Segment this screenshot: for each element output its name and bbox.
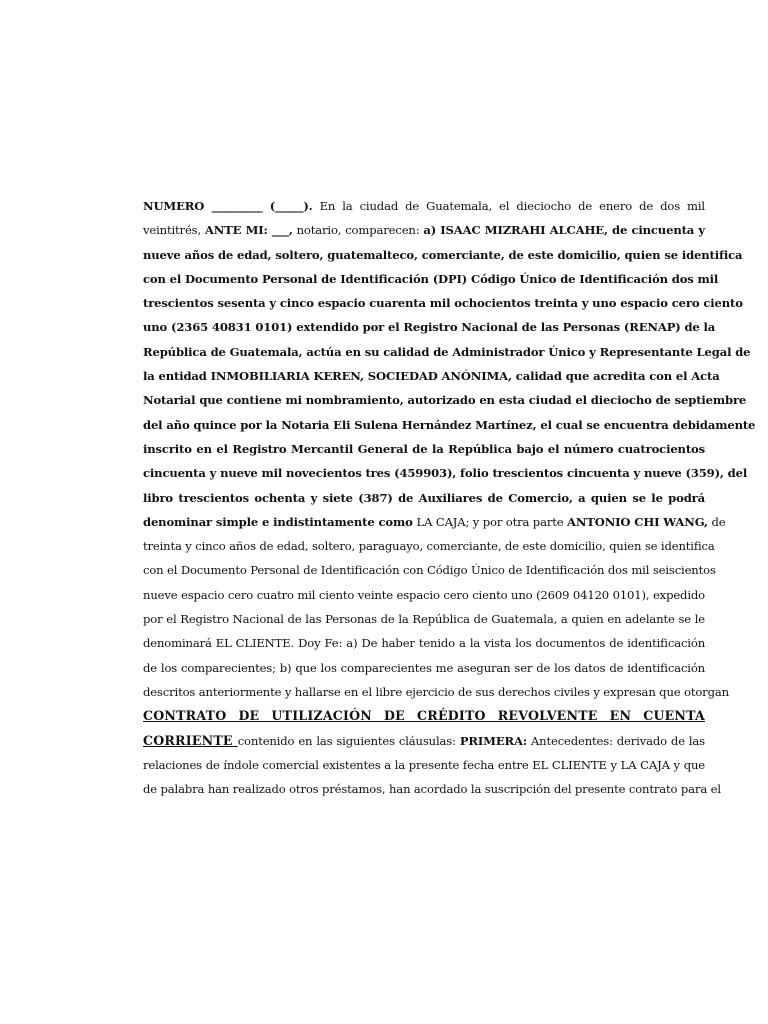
text-segment: NUMERO _________ (_____).	[143, 199, 313, 213]
text-line	[143, 243, 743, 267]
text-line	[143, 656, 705, 680]
text-segment: de palabra han realizado otros préstamos, han acordado la suscripción del presente contrato para el	[143, 782, 721, 797]
text-line	[143, 510, 726, 534]
text-line	[143, 607, 705, 631]
text-line	[143, 777, 721, 801]
text-line	[143, 291, 743, 315]
text-line	[143, 558, 716, 582]
text-segment: nueve años de edad, soltero, guatemalteco, comerciante, de este domicilio, quien se identifica	[143, 247, 743, 262]
text-line	[143, 486, 705, 510]
text-line	[143, 534, 715, 558]
text-line	[143, 413, 756, 437]
text-segment: relaciones de índole comercial existentes a la presente fecha entre EL CLIENTE y LA CAJA y que	[143, 757, 705, 772]
contract-body	[143, 194, 756, 801]
text-line	[143, 753, 705, 777]
text-segment: de los comparecientes; b) que los comparecientes me aseguran ser de los datos de identificación	[143, 660, 705, 675]
text-segment: descritos anteriormente y hallarse en el libre ejercicio de sus derechos civiles y expresan que otorgan	[143, 684, 729, 699]
text-segment: PRIMERA:	[459, 733, 527, 748]
text-line	[143, 194, 705, 218]
text-segment: ANTE MI: ___,	[204, 223, 293, 238]
text-segment: República de Guatemala, actúa en su calidad de Administrador Único y Representante Legal de	[143, 344, 751, 359]
text-segment: con el Documento Personal de Identificación con Código Único de Identificación dos mil seiscientos	[143, 563, 716, 578]
text-segment: de	[707, 514, 726, 529]
text-segment: ANTONIO CHI WANG,	[566, 514, 708, 529]
text-segment: por el Registro Nacional de las Personas de la República de Guatemala, a quien en adelante se le	[143, 612, 705, 627]
text-segment: a) De haber tenido a la vista los documentos de identificación	[342, 636, 706, 651]
text-segment: LA CAJA; y por otra parte	[416, 514, 567, 529]
contract-title-segment: CONTRATO DE UTILIZACIÓN DE CRÉDITO REVOLVENTE EN CUENTA	[143, 708, 705, 724]
text-segment: inscrito en el Registro Mercantil General de la República bajo el número cuatrocientos	[143, 441, 705, 456]
text-line	[143, 631, 705, 655]
text-line	[143, 583, 705, 607]
text-segment: Notarial que contiene mi nombramiento, autorizado en esta ciudad el dieciocho de septiembre	[143, 393, 747, 408]
text-line	[143, 437, 705, 461]
text-line	[143, 461, 748, 485]
text-segment: veintitrés,	[143, 223, 205, 238]
text-segment: con el Documento Personal de Identificación (DPI) Código Único de Identificación dos mil	[143, 271, 719, 286]
text-segment: denominar simple e indistintamente como	[143, 514, 417, 529]
text-line	[143, 315, 716, 339]
text-line	[143, 267, 719, 291]
text-segment: Doy Fe:	[298, 636, 343, 651]
text-segment: Antecedentes: derivado de las	[526, 733, 705, 748]
text-line	[143, 729, 705, 753]
text-segment: cincuenta y nueve mil novecientos tres (459903), folio trescientos cincuenta y nueve (359), del	[143, 466, 748, 481]
text-segment: trescientos sesenta y cinco espacio cuarenta mil ochocientos treinta y uno espacio cero ciento	[143, 296, 743, 311]
text-line	[143, 388, 747, 412]
text-segment: la entidad INMOBILIARIA KEREN, SOCIEDAD ANÓNIMA, calidad que acredita con el Acta	[143, 369, 720, 384]
text-segment: notario, comparecen:	[292, 223, 424, 238]
text-line	[143, 364, 720, 388]
text-line	[143, 340, 751, 364]
text-segment: denominará EL CLIENTE.	[143, 636, 299, 651]
text-line	[143, 218, 705, 242]
text-segment: del año quince por la Notaria Eli Sulena Hernández Martínez, el cual se encuentra debidamente	[143, 417, 756, 432]
text-segment: contenido en las siguientes cláusulas:	[237, 733, 460, 748]
text-segment: uno (2365 40831 0101) extendido por el Registro Nacional de las Personas (RENAP) de la	[143, 320, 716, 335]
text-segment: treinta y cinco años de edad, soltero, paraguayo, comerciante, de este domicilio, quien se identifica	[143, 539, 715, 554]
text-segment: En la ciudad de Guatemala, el dieciocho de enero de dos mil	[312, 199, 705, 213]
text-segment: nueve espacio cero cuatro mil ciento veinte espacio cero ciento uno (2609 04120 0101), expedido	[143, 587, 705, 602]
text-segment: libro trescientos ochenta y siete (387) de Auxiliares de Comercio, a quien se le podrá	[143, 490, 705, 505]
text-line	[143, 704, 705, 728]
text-segment: a) ISAAC MIZRAHI ALCAHE, de cincuenta y	[423, 223, 705, 238]
text-line	[143, 680, 729, 704]
contract-title-segment: CORRIENTE	[143, 732, 238, 748]
